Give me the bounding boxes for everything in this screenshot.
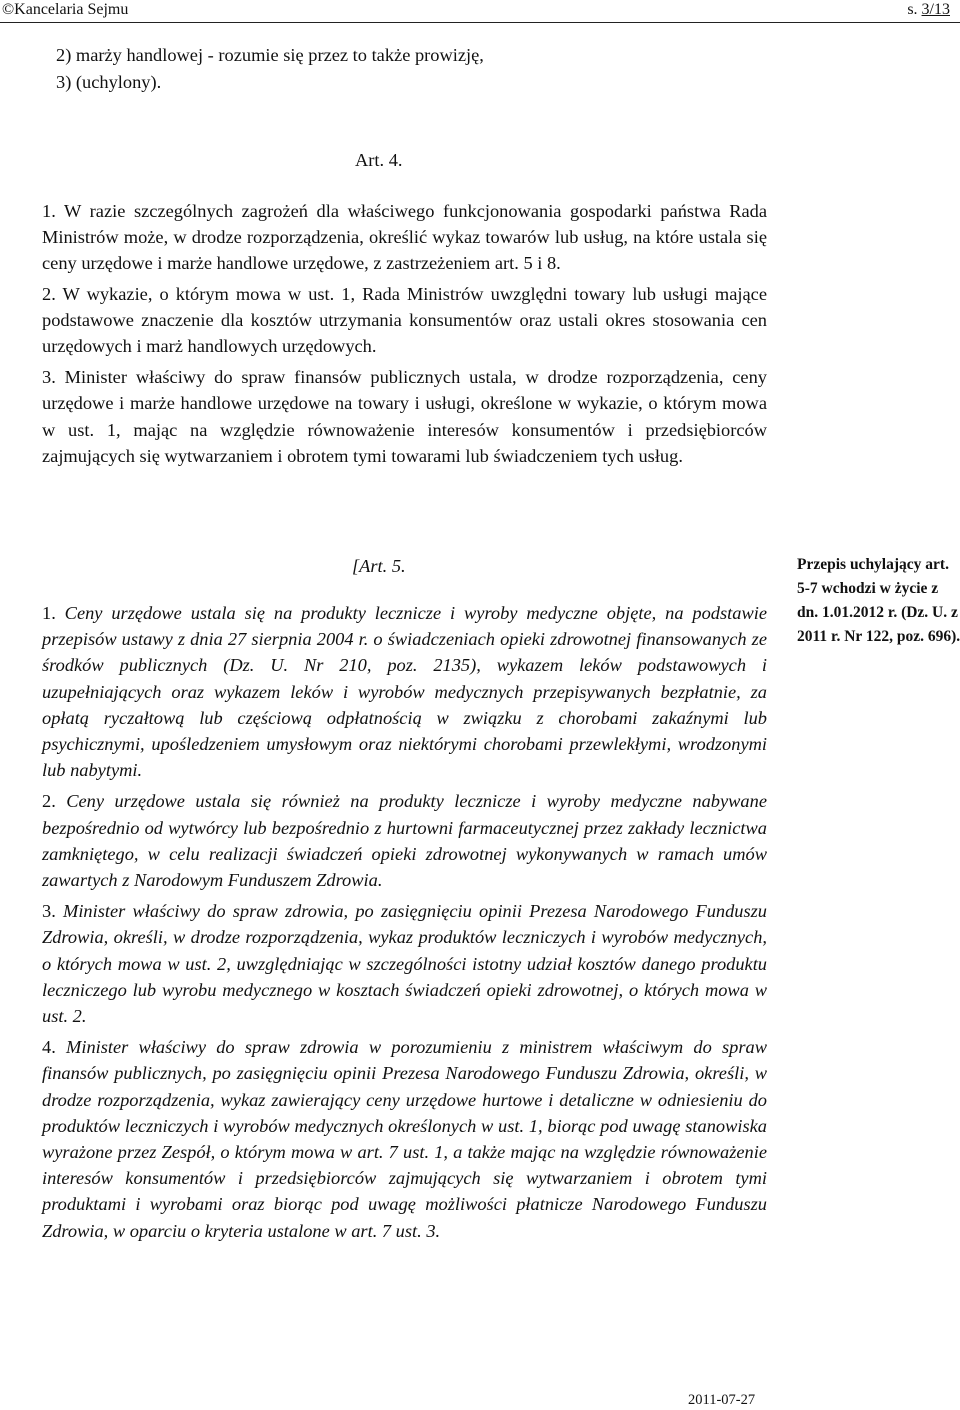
paragraph-text: Ceny urzędowe ustala się na produkty lecznicze i wyroby medyczne objęte, na podstawie przepisów ustawy z dnia 27 sierpnia 2004 r. o świadczeniach opieki zdrowotnej finansowanych ze środków publicznych (Dz. U. Nr 210, poz. 2135), wykazem leków podstawowych i uzupełniających oraz wykazem leków i wyrobów medycznych przepisywanych bezpłatnie, za opłatą ryczałtową lub częściową odpłatnością w związku z chorobami zakaźnymi lub psychicznymi, upośledzeniem umysłowym oraz niektórymi chorobami przewlekłymi, wrodzonymi lub nabytymi. <box>42 603 767 781</box>
publisher-label: ©Kancelaria Sejmu <box>2 1 129 18</box>
paragraph-number: 2. <box>42 791 56 812</box>
list-item: 2) marży handlowej - rozumie się przez to także prowizję, <box>56 45 484 65</box>
paragraph-number: 3. <box>42 901 56 922</box>
paragraph <box>42 600 767 783</box>
paragraph: 1. W razie szczególnych zagrożeń dla właściwego funkcjonowania gospodarki państwa Rada Ministrów może, w drodze rozporządzenia, określić wykaz towarów lub usług, na które ustala się ceny urzędowe i marże handlowe urzędowe, z zastrzeżeniem art. 5 i 8. <box>42 201 767 274</box>
margin-note: Przepis uchylający art. 5-7 wchodzi w życie z dn. 1.01.2012 r. (Dz. U. z 2011 r. Nr 122, poz. 696). <box>797 556 960 645</box>
page-header <box>0 0 960 23</box>
article-4-title: Art. 4. <box>355 150 403 170</box>
page-prefix: s. <box>907 1 922 18</box>
paragraph: 3. Minister właściwy do spraw finansów publicznych ustala, w drodze rozporządzenia, ceny urzędowe i marże handlowe urzędowe na towary i usługi, określone w wykazie, o którym mowa w ust. 1, mając na względzie równoważenie interesów konsumentów i przedsiębiorców zajmujących się wytwarzaniem i obrotem tymi towarami lub świadczeniem tych usług. <box>42 367 767 466</box>
article-5-body <box>42 600 767 1244</box>
paragraph-text: Ceny urzędowe ustala się również na produkty lecznicze i wyroby medyczne nabywane bezpośrednio od wytwórcy lub bezpośrednio z hurtowni farmaceutycznej przez zakłady lecznictwa zamkniętego, w celu realizacji świadczeń opieki zdrowotnej wykonywanych w ramach umów zawartych z Narodowym Funduszem Zdrowia. <box>42 791 767 891</box>
paragraph <box>42 898 767 1029</box>
paragraph <box>42 1034 767 1244</box>
paragraph-text: Minister właściwy do spraw zdrowia, po zasięgnięciu opinii Prezesa Narodowego Funduszu Zdrowia, określi, w drodze rozporządzenia, wykaz produktów leczniczych i wyrobów medycznych, o których mowa w ust. 2, uwzględniając w szczególności istotny udział kosztów danego produktu leczniczego lub wyrobu medycznego w kosztach świadczeń opieki zdrowotnej, o których mowa w ust. 2. <box>42 901 767 1027</box>
paragraph-text: Minister właściwy do spraw zdrowia w porozumieniu z ministrem właściwym do spraw finansów publicznych, po zasięgnięciu opinii Prezesa Narodowego Funduszu Zdrowia, określi, w drodze rozporządzenia, wykaz zawierający ceny urzędowe hurtowe i detaliczne w odniesieniu do produktów leczniczych i wyrobów medycznych określonych w ust. 1, biorąc pod uwagę stanowiska wyrażone przez Zespół, o którym mowa w art. 7 ust. 1, a także mając na względzie równoważenie interesów konsumentów i przedsiębiorców zajmujących się wytwarzaniem i obrotem tymi produktami i wyrobami oraz biorąc pod uwagę możliwości płatnicze Narodowego Funduszu Zdrowia, w oparciu o kryteria ustalone w art. 7 ust. 3. <box>42 1037 767 1241</box>
page-number-link[interactable]: 3/13 <box>921 1 950 18</box>
paragraph: 2. W wykazie, o którym mowa w ust. 1, Rada Ministrów uwzględni towary lub usługi mające podstawowe znaczenie dla kosztów utrzymania konsumentów oraz ustali okres stosowania cen urzędowych i marż handlowych urzędowych. <box>42 283 767 357</box>
paragraph-number: 4. <box>42 1037 56 1058</box>
list-item: 3) (uchylony). <box>56 72 162 92</box>
top-list <box>56 42 781 96</box>
article-4-body <box>42 198 767 469</box>
article-5-title: [Art. 5. <box>352 556 406 576</box>
page-indicator <box>907 1 950 19</box>
paragraph <box>42 788 767 893</box>
paragraph-number: 1. <box>42 603 56 623</box>
footer-date: 2011-07-27 <box>688 1392 756 1408</box>
